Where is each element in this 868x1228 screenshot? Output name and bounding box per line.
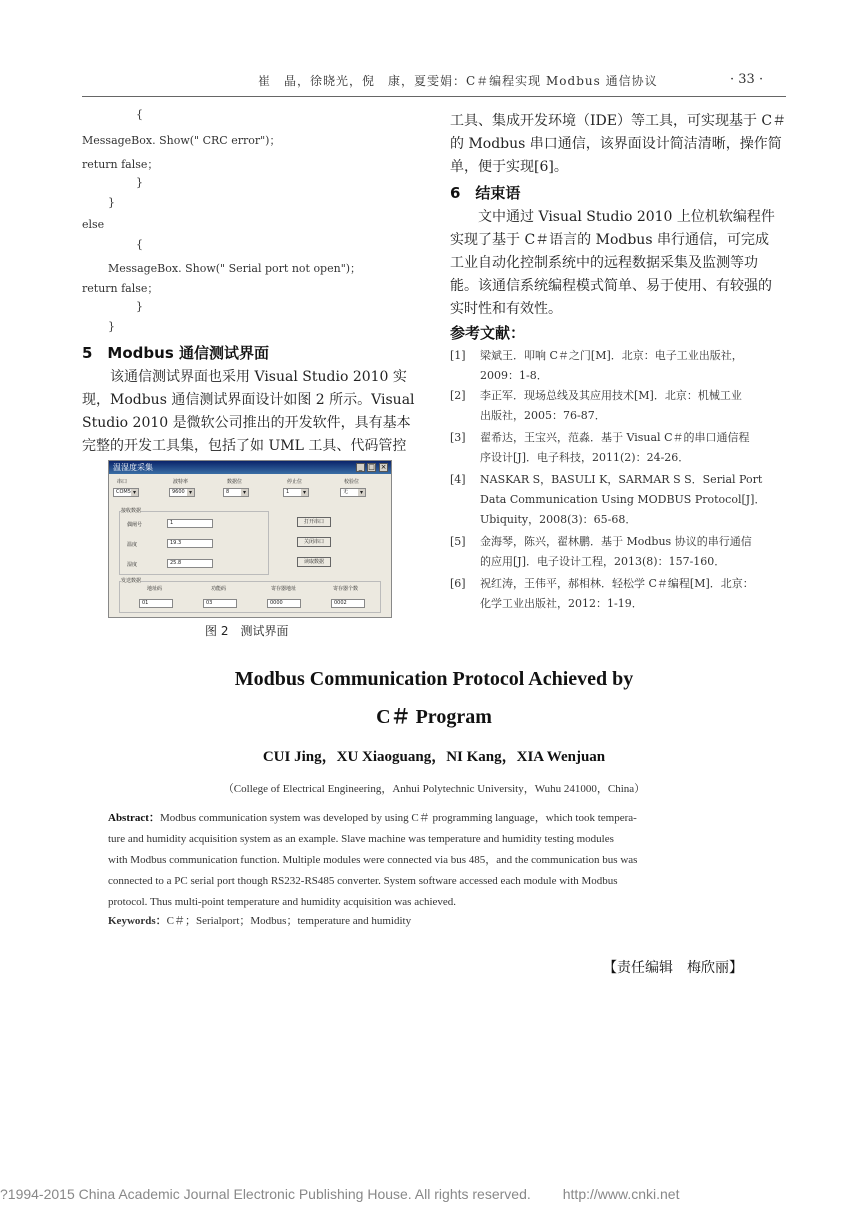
label-parity: 校验位 (344, 479, 360, 485)
reference-entry (450, 532, 752, 572)
window-title: 温湿度采集 (113, 463, 153, 472)
references-heading: 参考文献： (450, 324, 526, 342)
maximize-icon: □ (368, 463, 375, 471)
abstract-line: protocol. Thus multi-point temperature and humidity acquisition was achieved. (108, 896, 457, 908)
open-port-button[interactable]: 打开串口 (297, 517, 331, 527)
figure-caption: 图 2 测试界面 (205, 624, 289, 638)
abstract-label: Abstract： (108, 812, 160, 824)
label-port: 串口 (117, 479, 128, 485)
paragraph-line: 实时性和有效性。 (450, 301, 562, 317)
code-line: } (108, 196, 115, 209)
reference-entry (450, 574, 754, 614)
reference-number: [5] (450, 535, 466, 548)
header-rule (82, 96, 786, 97)
paragraph-line: 的 Modbus 串口通信，该界面设计简洁清晰，操作简 (450, 136, 782, 152)
english-title-line1: Modbus Communication Protocol Achieved by (234, 668, 634, 690)
label-databits: 数据位 (227, 479, 243, 485)
function-code-input[interactable]: 03 (203, 599, 237, 608)
minimize-icon: _ (356, 463, 365, 472)
code-line: MessageBox. Show(" CRC error")； (82, 134, 281, 147)
address-input[interactable]: 01 (139, 599, 173, 608)
field-label: 偶阐号 (127, 522, 143, 528)
english-authors: CUI Jing，XU Xiaoguang，NI Kang，XIA Wenjuan (262, 749, 606, 765)
reference-number: [2] (450, 389, 466, 402)
send-label: 寄存器地址 (271, 586, 297, 592)
english-keywords (108, 912, 411, 928)
abstract-line: with Modbus communication function. Multiple modules were connected via bus 485，and the communication bus was (108, 854, 638, 866)
reference-text: 金海琴，陈兴，翟林鹏．基于 Modbus 协议的串行通信 的应用[J]．电子设计工程，2013(8)：157-160． (480, 535, 752, 568)
receive-group-title: 接收数据 (121, 508, 142, 514)
paragraph-line: Studio 2010 是微软公司推出的开发软件，具有基本 (82, 415, 411, 431)
reference-number: [6] (450, 577, 466, 590)
register-count-input[interactable]: 0002 (331, 599, 365, 608)
code-line: return false； (82, 158, 159, 171)
code-line: } (136, 176, 143, 189)
responsible-editor: 【责任编辑 梅欣丽】 (603, 960, 743, 976)
reference-entry (450, 386, 742, 426)
reference-number: [1] (450, 349, 466, 362)
code-line: } (136, 300, 143, 313)
reference-entry (450, 470, 765, 530)
page-number: · 33 · (730, 72, 764, 87)
paragraph-line: 能。该通信系统编程模式简单、易于使用、有较强的 (450, 278, 772, 294)
close-port-button[interactable]: 关闭串口 (297, 537, 331, 547)
device-id-input[interactable]: 1 (167, 519, 213, 528)
code-line: { (136, 238, 143, 251)
code-line: else (82, 218, 105, 231)
english-title-line2: C＃ Program (376, 706, 492, 728)
abstract-line: Modbus communication system was developed by using C＃ programming language，which took tempera- (159, 812, 637, 824)
english-abstract (108, 808, 763, 913)
temperature-input[interactable]: 19.3 (167, 539, 213, 548)
reference-entry (450, 346, 743, 386)
figure-test-interface (108, 460, 392, 618)
register-address-input[interactable]: 0000 (267, 599, 301, 608)
code-line: } (108, 320, 115, 333)
code-line: return false； (82, 282, 159, 295)
copyright-text: ?1994-2015 China Academic Journal Electronic Publishing House. All rights reserved. (0, 1186, 531, 1202)
running-header: 崔 晶，徐晓光，倪 康，夏雯娟：C＃编程实现 Modbus 通信协议 (258, 74, 658, 88)
databits-select[interactable]: 8 ▾ (223, 488, 249, 497)
paragraph-line: 工业自动化控制系统中的远程数据采集及监测等功 (450, 255, 758, 271)
send-label: 功能码 (211, 586, 227, 592)
code-line: { (136, 108, 143, 121)
humidity-input[interactable]: 25.8 (167, 559, 213, 568)
paragraph-line: 现，Modbus 通信测试界面设计如图 2 所示。Visual (82, 392, 415, 408)
baud-select[interactable]: 9600 ▾ (169, 488, 195, 497)
send-group-title: 发送数据 (121, 578, 142, 584)
parity-select[interactable]: 无 ▾ (340, 488, 366, 497)
send-label: 寄存器个数 (333, 586, 359, 592)
keywords-text: C＃；Serialport；Modbus；temperature and humidity (166, 915, 412, 927)
field-label: 温度 (127, 542, 138, 548)
paragraph-line: 单，便于实现[6]。 (450, 159, 568, 175)
send-label: 地址码 (147, 586, 163, 592)
paragraph-line: 文中通过 Visual Studio 2010 上位机软编程件 (478, 209, 775, 225)
window-titlebar (109, 461, 391, 474)
keywords-label: Keywords： (108, 915, 167, 927)
reference-text: 祝红涛，王伟平，郝相林．轻松学 C＃编程[M]．北京： 化学工业出版社，2012：1-19． (480, 577, 754, 610)
field-label: 湿度 (127, 562, 138, 568)
read-data-button[interactable]: 读取数据 (297, 557, 331, 567)
port-select[interactable]: COM5 ▾ (113, 488, 139, 497)
reference-text: 梁斌王．叩响 C＃之门[M]．北京：电子工业出版社， 2009：1-8． (480, 349, 743, 382)
reference-text: 翟希达，王宝兴，范淼．基于 Visual C＃的串口通信程 序设计[J]．电子科技，2011(2)：24-26． (480, 431, 750, 464)
paragraph-line: 完整的开发工具集，包括了如 UML 工具、代码管控 (82, 438, 407, 454)
code-line: MessageBox. Show(" Serial port not open")； (108, 262, 362, 275)
section-6-heading: 6 结束语 (450, 184, 521, 202)
reference-text: 李正军．现场总线及其应用技术[M]．北京：机械工业 出版社，2005：76-87． (480, 389, 742, 422)
reference-entry (450, 428, 749, 468)
reference-text: NASKAR S，BASULI K，SARMAR S S．Serial Port Data Communication Using MODBUS Protocol[J]． Ubiquity，2008(3)：65-68． (480, 473, 766, 526)
stopbits-select[interactable]: 1 ▾ (283, 488, 309, 497)
abstract-line: connected to a PC serial port though RS232-RS485 converter. System software accessed each module with Modbus (108, 875, 618, 887)
reference-number: [3] (450, 431, 466, 444)
footer (0, 1186, 679, 1202)
label-baud: 波特率 (173, 479, 189, 485)
close-icon: × (380, 463, 387, 471)
paragraph-line: 该通信测试界面也采用 Visual Studio 2010 实 (110, 369, 407, 385)
section-5-heading: 5 Modbus 通信测试界面 (82, 344, 269, 362)
paragraph-line: 实现了基于 C＃语言的 Modbus 串行通信，可完成 (450, 232, 769, 248)
reference-number: [4] (450, 473, 466, 486)
english-affiliation: （College of Electrical Engineering，Anhui Polytechnic University，Wuhu 241000，China） (222, 783, 646, 795)
abstract-line: ture and humidity acquisition system as an example. Slave machine was temperature and humidity testing modules (108, 833, 614, 845)
label-stopbits: 停止位 (287, 479, 303, 485)
footer-url[interactable]: http://www.cnki.net (562, 1186, 680, 1202)
paragraph-line: 工具、集成开发环境（IDE）等工具，可实现基于 C＃ (450, 113, 787, 129)
